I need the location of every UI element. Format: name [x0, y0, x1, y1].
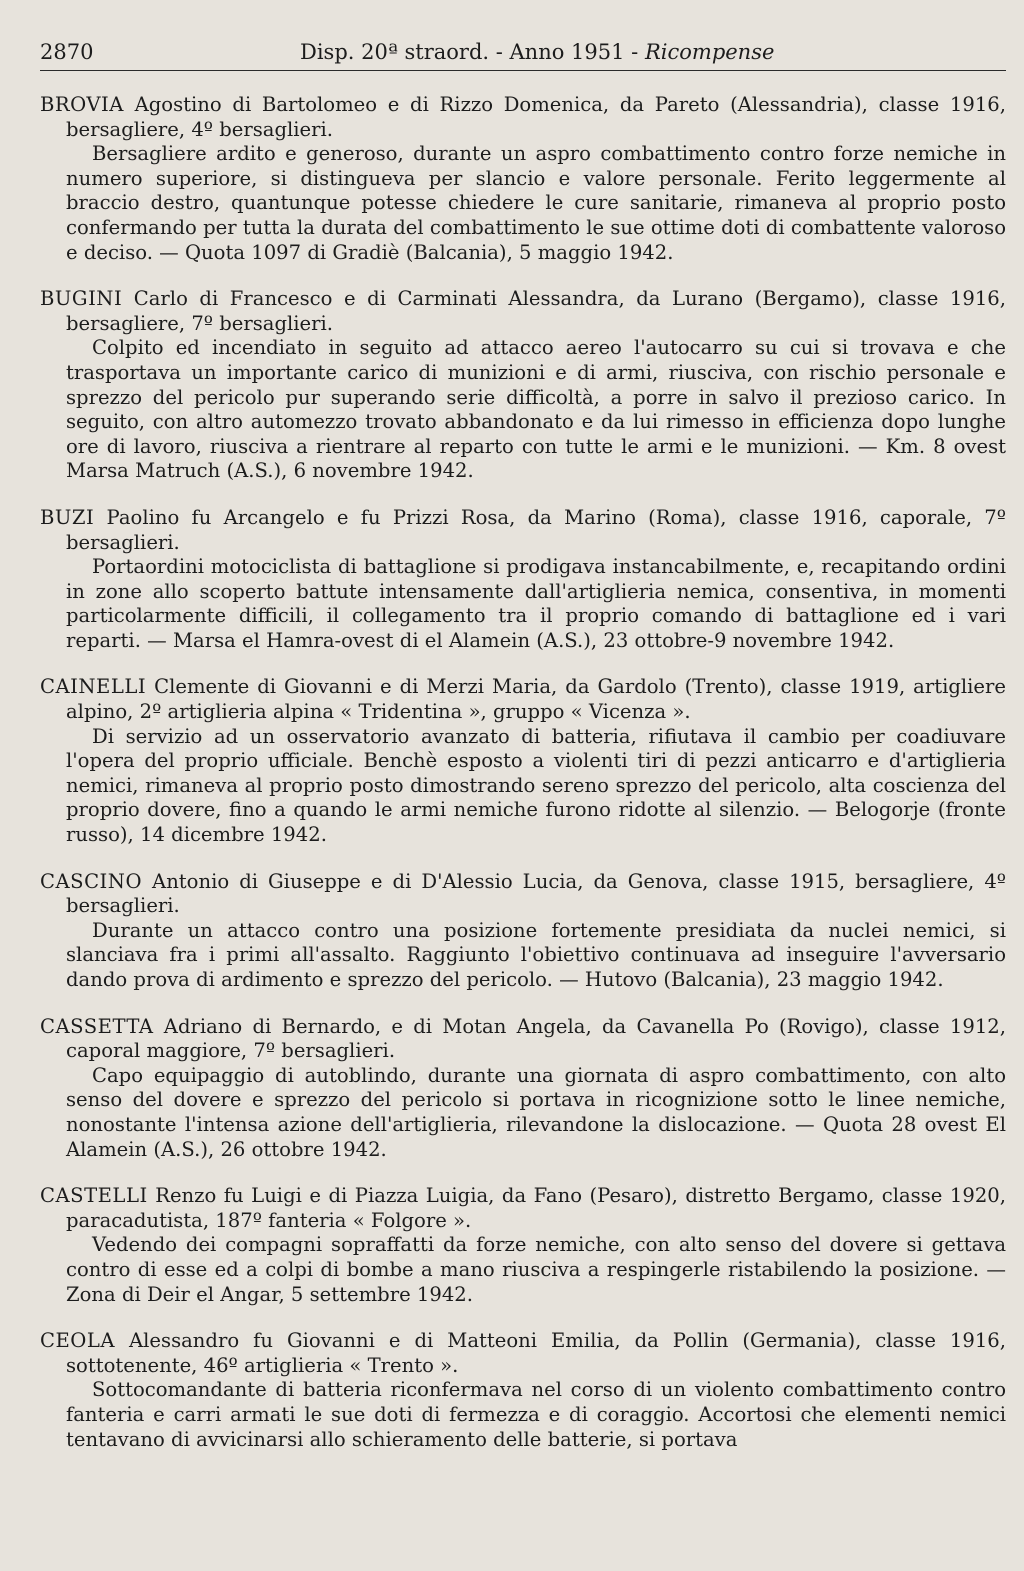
- page-number: 2870: [40, 40, 94, 64]
- entry-details: Antonio di Giuseppe e di D'Alessio Lucia, da Genova, classe 1915, bersagliere, 4º bersaglieri.: [66, 869, 1006, 918]
- entry-brovia: [40, 93, 1006, 265]
- entry-motivation: Vedendo dei compagni sopraffatti da forze nemiche, con alto senso del dovere si gettava contro di esse ed a colpi di bombe a mano riusciva a respingerle ristabilendo la posizione. — Zona di Deir el Angar, 5 settembre 1942.: [66, 1233, 1006, 1306]
- entry-details: Agostino di Bartolomeo e di Rizzo Domenica, da Pareto (Alessandria), classe 1916, bersagliere, 4º bersaglieri.: [66, 93, 1006, 141]
- entry-details: Paolino fu Arcangelo e fu Prizzi Rosa, da Marino (Roma), classe 1916, caporale, 7º bersaglieri.: [66, 505, 1006, 554]
- entry-motivation: Colpito ed incendiato in seguito ad attacco aereo l'autocarro su cui si trovava e che trasportava un importante carico di munizioni e di armi, riusciva, con rischio personale e sprezzo del pericolo pur superando serie difficoltà, a porre in salvo il prezioso carico. In seguito, con altro automezzo trovato abbandonato e da lui rimesso in efficienza dopo lunghe ore di lavoro, riusciva a rientrare al reparto con tutte le armi e le munizioni. — Km. 8 ovest Marsa Matruch (A.S.), 6 novembre 1942.: [66, 336, 1006, 483]
- entry-heading: [40, 287, 1006, 336]
- entry-heading: [40, 506, 1006, 555]
- entry-motivation: Portaordini motociclista di battaglione si prodigava instancabilmente, e, recapitando ordini in zone allo scoperto battute intensamente dall'artiglieria nemica, consentiva, in momenti particolarmente difficili, il collegamento tra il proprio comando di battaglione ed i vari reparti. — Marsa el Hamra-ovest di el Alamein (A.S.), 23 ottobre-9 novembre 1942.: [66, 555, 1006, 652]
- entry-details: Clemente di Giovanni e di Merzi Maria, da Gardolo (Trento), classe 1919, artigliere alpino, 2º artiglieria alpina « Tridentina », gruppo « Vicenza ».: [66, 675, 1006, 724]
- entry-details: Adriano di Bernardo, e di Motan Angela, da Cavanella Po (Rovigo), classe 1912, caporal maggiore, 7º bersaglieri.: [66, 1014, 1006, 1063]
- entry-cascino: [40, 870, 1006, 993]
- entry-cainelli: [40, 675, 1006, 847]
- entry-motivation: Bersagliere ardito e generoso, durante un aspro combattimento contro forze nemiche in numero superiore, si distingueva per slancio e valore personale. Ferito leggermente al braccio destro, quantunque potesse chiedere le cure sanitarie, rimaneva al proprio posto confermando per tutta la durata del combattimento le sue ottime doti di combattente valoroso e deciso. — Quota 1097 di Gradiè (Balcania), 5 maggio 1942.: [66, 142, 1006, 264]
- entry-heading: [40, 1329, 1006, 1378]
- entry-motivation: Sottocomandante di batteria riconfermava nel corso di un violento combattimento contro fanteria e carri armati le sue doti di fermezza e di coraggio. Accortosi che elementi nemici tentavano di avvicinarsi allo schieramento delle batterie, si portava: [66, 1378, 1006, 1451]
- entry-surname: BUGINI: [40, 287, 123, 311]
- running-title-section: Ricompense: [644, 40, 775, 64]
- entry-surname: BROVIA: [40, 93, 124, 116]
- entry-surname: CEOLA: [40, 1329, 116, 1353]
- entry-motivation: Di servizio ad un osservatorio avanzato di batteria, rifiutava il cambio per coadiuvare l'opera del proprio ufficiale. Benchè esposto a violenti tiri di pezzi anticarro e d'artiglieria nemici, rimaneva al proprio posto dimostrando sereno sprezzo del pericolo, alta coscienza del proprio dovere, fino a quando le armi nemiche furono ridotte al silenzio. — Belogorje (fronte russo), 14 dicembre 1942.: [66, 724, 1006, 847]
- entry-heading: [40, 1015, 1006, 1064]
- running-title: [280, 40, 1006, 64]
- entry-castelli: [40, 1184, 1006, 1307]
- entry-motivation: Durante un attacco contro una posizione fortemente presidiata da nuclei nemici, si slanciava fra i primi all'assalto. Raggiunto l'obiettivo continuava ad inseguire l'avversario dando prova di ardimento e sprezzo del pericolo. — Hutovo (Balcania), 23 maggio 1942.: [66, 918, 1006, 991]
- entry-heading: [40, 1184, 1006, 1233]
- entry-details: Carlo di Francesco e di Carminati Alessandra, da Lurano (Bergamo), classe 1916, bersagliere, 7º bersaglieri.: [66, 287, 1006, 335]
- entry-surname: CASSETTA: [40, 1014, 154, 1038]
- entry-details: Alessandro fu Giovanni e di Matteoni Emilia, da Pollin (Germania), classe 1916, sottotenente, 46º artiglieria « Trento ».: [66, 1329, 1006, 1377]
- entry-details: Renzo fu Luigi e di Piazza Luigia, da Fano (Pesaro), distretto Bergamo, classe 1920, paracadutista, 187º fanteria « Folgore ».: [66, 1184, 1006, 1232]
- entry-motivation: Capo equipaggio di autoblindo, durante una giornata di aspro combattimento, con alto senso del dovere e sprezzo del pericolo si portava in ricognizione sotto le linee nemiche, nonostante l'intensa azione dell'artiglieria, rilevandone la dislocazione. — Quota 28 ovest El Alamein (A.S.), 26 ottobre 1942.: [66, 1063, 1006, 1161]
- entry-heading: [40, 675, 1006, 724]
- entry-heading: [40, 870, 1006, 919]
- entry-surname: CASCINO: [40, 869, 143, 893]
- entry-heading: [40, 93, 1006, 142]
- running-title-text: Disp. 20ª straord. - Anno 1951 -: [300, 40, 639, 64]
- page-header: [40, 40, 1006, 71]
- entry-surname: BUZI: [40, 505, 95, 529]
- entry-surname: CASTELLI: [40, 1184, 148, 1208]
- entry-surname: CAINELLI: [40, 675, 147, 699]
- entry-buzi: [40, 506, 1006, 654]
- entry-bugini: [40, 287, 1006, 484]
- entry-cassetta: [40, 1015, 1006, 1163]
- entry-ceola: [40, 1329, 1006, 1452]
